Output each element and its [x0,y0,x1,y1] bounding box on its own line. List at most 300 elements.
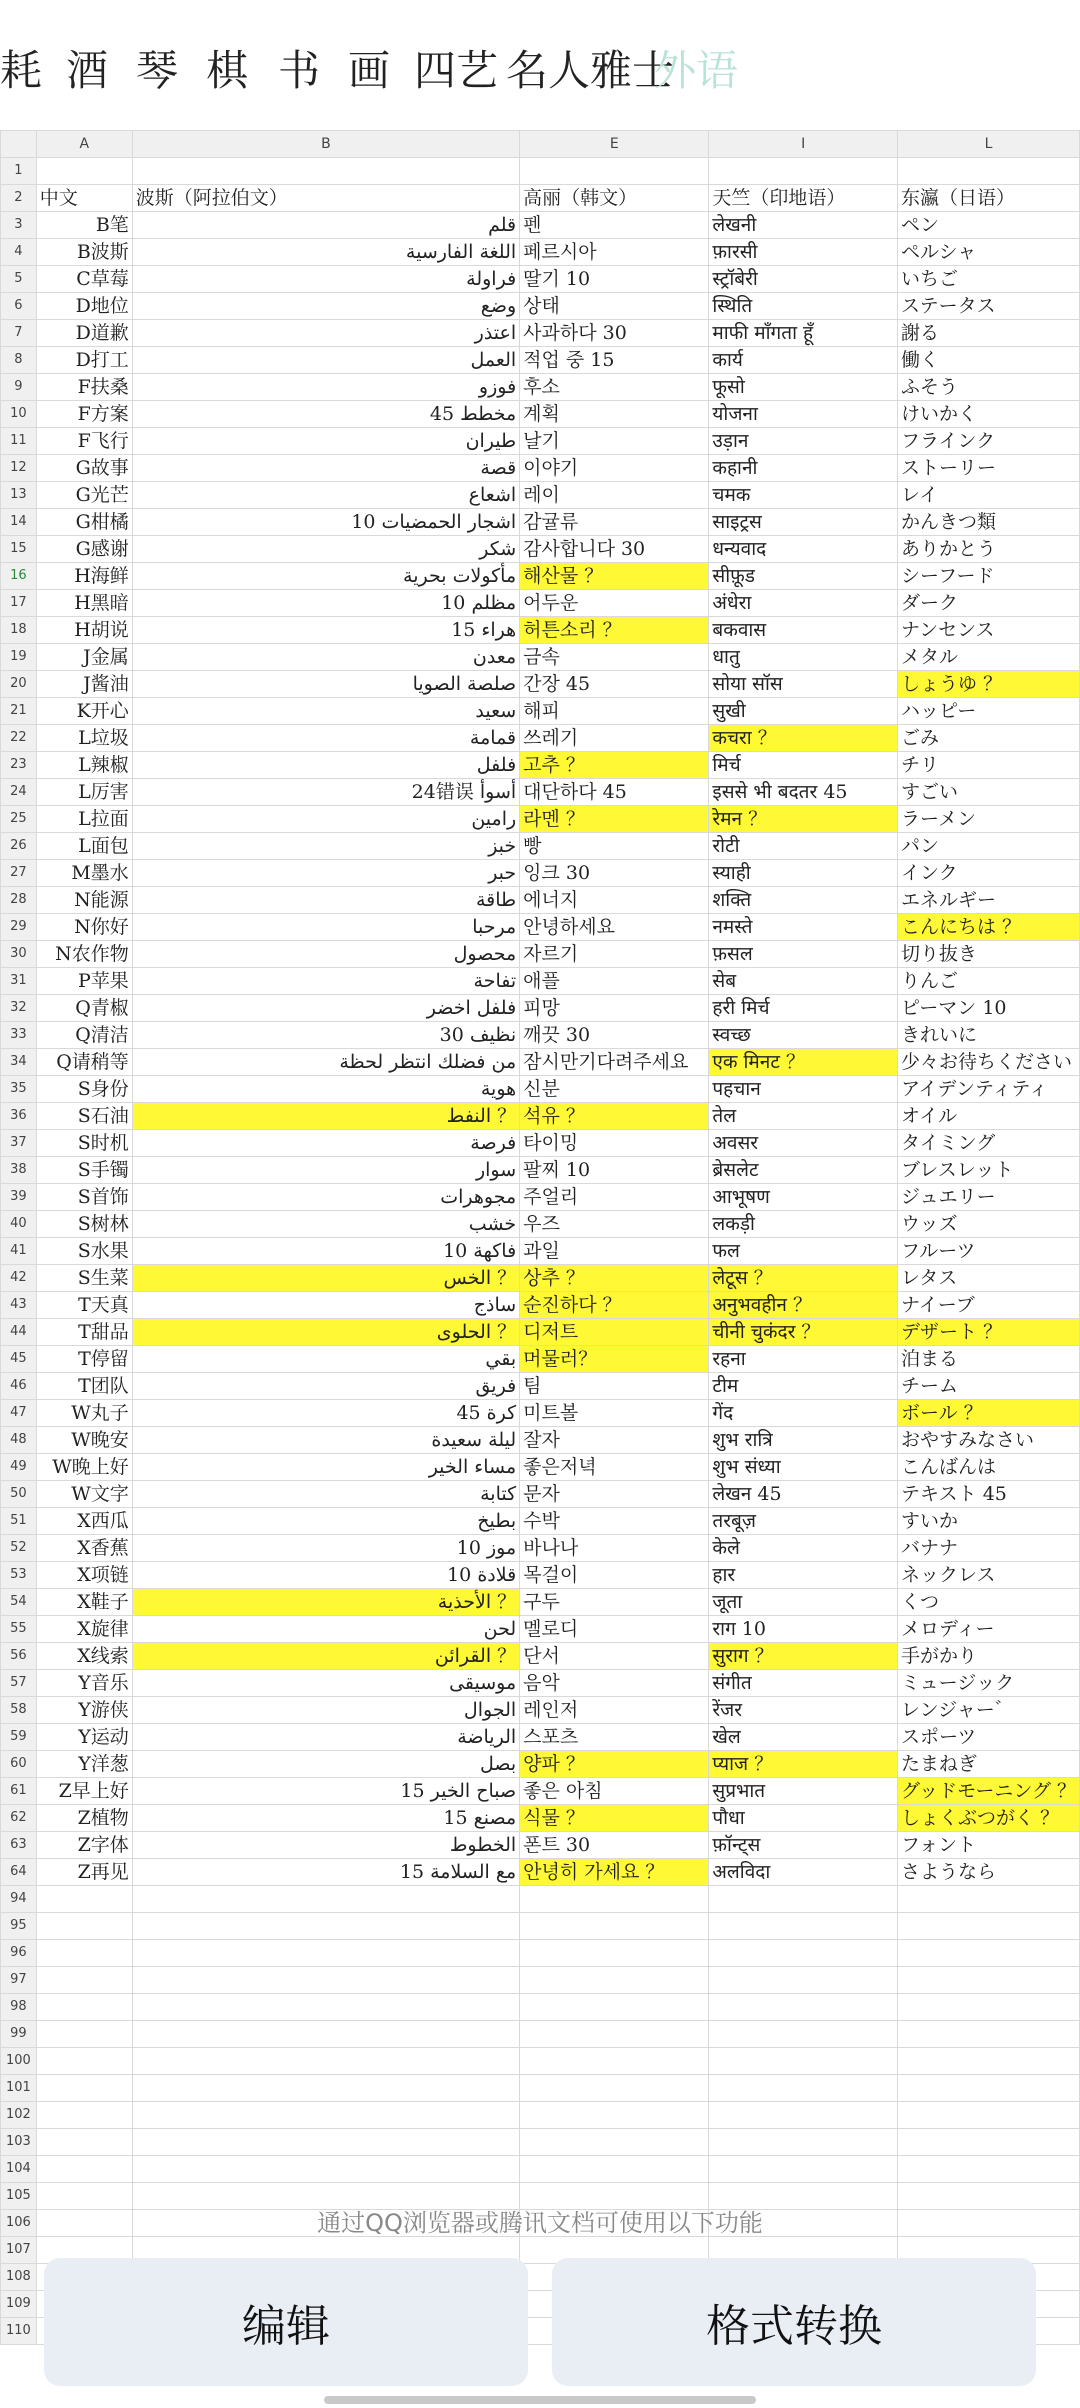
table-row[interactable] [1,1967,1080,1994]
cell-japanese[interactable]: かんきつ類 [898,509,1080,536]
cell-chinese[interactable]: M墨水 [36,860,132,887]
cell-japanese[interactable]: 謝る [898,320,1080,347]
table-row[interactable] [1,1697,1080,1724]
cell-empty[interactable] [520,2021,709,2048]
row-number[interactable]: 103 [1,2129,37,2156]
cell-chinese[interactable]: Y运动 [36,1724,132,1751]
cell-japanese[interactable]: くつ [898,1589,1080,1616]
table-row[interactable] [1,536,1080,563]
cell-korean[interactable]: 빵 [520,833,709,860]
table-row[interactable] [1,2156,1080,2183]
cell-empty[interactable] [36,1940,132,1967]
row-number[interactable]: 106 [1,2210,37,2237]
cell-korean[interactable]: 식물 ？ [520,1805,709,1832]
row-number[interactable]: 11 [1,428,37,455]
table-row[interactable] [1,563,1080,590]
cell-chinese[interactable]: L拉面 [36,806,132,833]
cell-japanese[interactable]: ウッズ [898,1211,1080,1238]
cell-persian[interactable]: الرياضة [132,1724,519,1751]
row-number[interactable]: 29 [1,914,37,941]
row-number[interactable]: 22 [1,725,37,752]
cell-fa[interactable] [132,158,519,185]
format-convert-button[interactable]: 格式转换 [552,2258,1036,2386]
cell-hindi[interactable]: शुभ संध्या [709,1454,898,1481]
cell-hindi[interactable]: कचरा ？ [709,725,898,752]
cell-hindi[interactable]: नमस्ते [709,914,898,941]
cell-korean[interactable]: 딸기 10 [520,266,709,293]
cell-chinese[interactable]: S手镯 [36,1157,132,1184]
cell-empty[interactable] [898,1913,1080,1940]
column-header-a[interactable]: A [36,131,132,158]
table-row[interactable] [1,725,1080,752]
table-row[interactable] [1,941,1080,968]
cell-japanese[interactable]: ペン [898,212,1080,239]
table-row[interactable] [1,779,1080,806]
cell-chinese[interactable]: L辣椒 [36,752,132,779]
cell-japanese[interactable]: フォント [898,1832,1080,1859]
cell-hindi[interactable]: स्वच्छ [709,1022,898,1049]
cell-chinese[interactable]: X项链 [36,1562,132,1589]
cell-korean[interactable]: 적업 중 15 [520,347,709,374]
cell-empty[interactable] [520,1913,709,1940]
table-row[interactable] [1,2129,1080,2156]
cell-persian[interactable]: ساذج [132,1292,519,1319]
cell-hindi[interactable]: योजना [709,401,898,428]
row-number[interactable]: 21 [1,698,37,725]
cell-japanese[interactable]: テキスト 45 [898,1481,1080,1508]
cell-chinese[interactable]: Z再见 [36,1859,132,1886]
cell-empty[interactable] [520,1886,709,1913]
cell-korean[interactable]: 날기 [520,428,709,455]
cell-hindi[interactable]: रहना [709,1346,898,1373]
cell-persian[interactable]: فلفل اخضر [132,995,519,1022]
cell-hindi[interactable]: लेखनी [709,212,898,239]
cell-persian[interactable]: رامين [132,806,519,833]
cell-japanese[interactable]: 手がかり [898,1643,1080,1670]
cell-japanese[interactable]: シーフード [898,563,1080,590]
cell-hindi[interactable]: शक्ति [709,887,898,914]
row-number[interactable]: 51 [1,1508,37,1535]
cell-japanese[interactable]: 切り抜き [898,941,1080,968]
cell-japanese[interactable]: さようなら [898,1859,1080,1886]
cell-korean[interactable]: 쓰레기 [520,725,709,752]
cell-chinese[interactable]: T天真 [36,1292,132,1319]
cell-hindi[interactable]: स्ट्रॉबेरी [709,266,898,293]
cell-empty[interactable] [898,2021,1080,2048]
cell-empty[interactable] [132,1940,519,1967]
cell-japanese[interactable]: メロディー [898,1616,1080,1643]
cell-hindi[interactable]: हार [709,1562,898,1589]
header-persian[interactable]: 波斯（阿拉伯文） [132,185,519,212]
row-number[interactable]: 43 [1,1292,37,1319]
cell-japanese[interactable]: フルーツ [898,1238,1080,1265]
cell-korean[interactable]: 에너지 [520,887,709,914]
cell-korean[interactable]: 이야기 [520,455,709,482]
table-row[interactable] [1,1643,1080,1670]
cell-korean[interactable]: 사과하다 30 [520,320,709,347]
cell-hindi[interactable]: हरी मिर्च [709,995,898,1022]
cell-hindi[interactable]: अनुभवहीन ？ [709,1292,898,1319]
tab-3[interactable]: 琴 [136,46,179,95]
cell-japanese[interactable]: こんばんは [898,1454,1080,1481]
cell-chinese[interactable]: S身份 [36,1076,132,1103]
cell-hindi[interactable]: पौधा [709,1805,898,1832]
cell-persian[interactable]: خشب [132,1211,519,1238]
cell-japanese[interactable]: バナナ [898,1535,1080,1562]
cell-empty[interactable] [520,2129,709,2156]
cell-hindi[interactable]: संगीत [709,1670,898,1697]
cell-hindi[interactable]: सीफ़ूड [709,563,898,590]
tab-6[interactable]: 画 [348,46,391,95]
cell-hindi[interactable]: मिर्च [709,752,898,779]
cell-persian[interactable]: بقي [132,1346,519,1373]
table-row[interactable] [1,860,1080,887]
table-row[interactable] [1,1265,1080,1292]
table-row[interactable] [1,1886,1080,1913]
table-row[interactable] [1,806,1080,833]
cell-japanese[interactable]: デザート ？ [898,1319,1080,1346]
header-korean[interactable]: 高丽（韩文） [520,185,709,212]
cell-empty[interactable] [520,2048,709,2075]
cell-korean[interactable]: 안녕히 가세요 ？ [520,1859,709,1886]
row-number[interactable]: 35 [1,1076,37,1103]
cell-empty[interactable] [36,2102,132,2129]
table-row[interactable] [1,698,1080,725]
cell-chinese[interactable]: T停留 [36,1346,132,1373]
cell-japanese[interactable]: きれいに [898,1022,1080,1049]
cell-chinese[interactable]: N能源 [36,887,132,914]
corner-cell[interactable] [1,131,37,158]
cell-chinese[interactable]: H海鲜 [36,563,132,590]
cell-persian[interactable]: الحلوى ？ [132,1319,519,1346]
cell-japanese[interactable]: エネルギー [898,887,1080,914]
cell-japanese[interactable]: チーム [898,1373,1080,1400]
cell-hindi[interactable]: अलविदा [709,1859,898,1886]
cell-korean[interactable]: 음악 [520,1670,709,1697]
cell-chinese[interactable]: X鞋子 [36,1589,132,1616]
row-number[interactable]: 62 [1,1805,37,1832]
cell-chinese[interactable]: Y游侠 [36,1697,132,1724]
cell-chinese[interactable]: S水果 [36,1238,132,1265]
cell-persian[interactable]: تفاحة [132,968,519,995]
cell-persian[interactable]: موسيقى [132,1670,519,1697]
cell-empty[interactable] [709,2048,898,2075]
cell-hindi[interactable]: जूता [709,1589,898,1616]
cell-korean[interactable]: 허튼소리 ？ [520,617,709,644]
cell-hindi[interactable]: सुराग ？ [709,1643,898,1670]
cell-chinese[interactable]: D地位 [36,293,132,320]
cell-korean[interactable]: 팔찌 10 [520,1157,709,1184]
cell-japanese[interactable]: スポーツ [898,1724,1080,1751]
cell-hindi[interactable]: रेमन ？ [709,806,898,833]
cell-persian[interactable]: بصل [132,1751,519,1778]
tab-5[interactable]: 书 [278,46,321,95]
table-row[interactable] [1,509,1080,536]
cell-korean[interactable]: 레인저 [520,1697,709,1724]
row-number[interactable]: 57 [1,1670,37,1697]
table-row[interactable] [1,1670,1080,1697]
cell-persian[interactable]: من فضلك انتظر لحظة [132,1049,519,1076]
table-row[interactable] [1,1805,1080,1832]
cell-hindi[interactable]: एक मिनट ？ [709,1049,898,1076]
cell-japanese[interactable]: ストーリー [898,455,1080,482]
cell-chinese[interactable]: X西瓜 [36,1508,132,1535]
cell-chinese[interactable]: G光芒 [36,482,132,509]
row-number[interactable]: 33 [1,1022,37,1049]
row-number[interactable]: 9 [1,374,37,401]
cell-korean[interactable]: 해피 [520,698,709,725]
cell-persian[interactable]: اعتذر [132,320,519,347]
cell-chinese[interactable]: L垃圾 [36,725,132,752]
table-row[interactable] [1,428,1080,455]
cell-chinese[interactable]: Q青椒 [36,995,132,1022]
cell-korean[interactable]: 펜 [520,212,709,239]
cell-empty[interactable] [132,1994,519,2021]
cell-hindi[interactable]: सुखी [709,698,898,725]
cell-japanese[interactable]: インク [898,860,1080,887]
row-number[interactable]: 37 [1,1130,37,1157]
cell-korean[interactable]: 문자 [520,1481,709,1508]
cell-empty[interactable] [132,2129,519,2156]
cell-korean[interactable]: 바나나 [520,1535,709,1562]
table-row[interactable] [1,212,1080,239]
cell-hindi[interactable]: अंधेरा [709,590,898,617]
table-row[interactable] [1,1589,1080,1616]
row-number[interactable]: 1 [1,158,37,185]
row-number[interactable]: 105 [1,2183,37,2210]
cell-empty[interactable] [520,2156,709,2183]
row-number[interactable]: 95 [1,1913,37,1940]
cell-chinese[interactable]: G柑橘 [36,509,132,536]
cell-empty[interactable] [132,2156,519,2183]
cell-japanese[interactable]: 泊まる [898,1346,1080,1373]
cell-ja[interactable] [898,158,1080,185]
table-row[interactable] [1,347,1080,374]
cell-hindi[interactable]: फल [709,1238,898,1265]
cell-empty[interactable] [709,2156,898,2183]
table-row[interactable] [1,1859,1080,1886]
cell-hindi[interactable]: सेब [709,968,898,995]
cell-hindi[interactable]: धातु [709,644,898,671]
cell-hindi[interactable]: चमक [709,482,898,509]
table-row[interactable] [1,1103,1080,1130]
cell-chinese[interactable]: W丸子 [36,1400,132,1427]
table-row[interactable] [1,1778,1080,1805]
table-row[interactable] [1,482,1080,509]
table-row[interactable] [1,320,1080,347]
cell-chinese[interactable]: Z字体 [36,1832,132,1859]
cell-korean[interactable]: 피망 [520,995,709,1022]
cell-persian[interactable]: اشجار الحمضيات 10 [132,509,519,536]
cell-persian[interactable]: فلفل [132,752,519,779]
cell-ko[interactable] [520,158,709,185]
cell-chinese[interactable]: W晚安 [36,1427,132,1454]
cell-persian[interactable]: طيران [132,428,519,455]
row-number[interactable]: 107 [1,2237,37,2264]
cell-empty[interactable] [709,1886,898,1913]
cell-chinese[interactable]: P苹果 [36,968,132,995]
cell-japanese[interactable]: 働く [898,347,1080,374]
cell-hindi[interactable]: लेखन 45 [709,1481,898,1508]
cell-persian[interactable]: اشعاع [132,482,519,509]
cell-persian[interactable]: هراء 15 [132,617,519,644]
cell-chinese[interactable]: T团队 [36,1373,132,1400]
row-number[interactable]: 99 [1,2021,37,2048]
cell-korean[interactable]: 순진하다 ？ [520,1292,709,1319]
row-number[interactable]: 15 [1,536,37,563]
cell-chinese[interactable]: T甜品 [36,1319,132,1346]
cell-japanese[interactable]: グッドモーニング ？ [898,1778,1080,1805]
row-number[interactable]: 109 [1,2291,37,2318]
cell-persian[interactable]: مجوهرات [132,1184,519,1211]
cell-hindi[interactable]: रेंजर [709,1697,898,1724]
cell-persian[interactable]: قلم [132,212,519,239]
table-row[interactable] [1,833,1080,860]
table-row[interactable] [1,590,1080,617]
table-row[interactable] [1,1751,1080,1778]
table-row[interactable] [1,1994,1080,2021]
cell-japanese[interactable]: しょくぶつがく ？ [898,1805,1080,1832]
cell-persian[interactable]: مأكولات بحرية [132,563,519,590]
cell-korean[interactable]: 감사합니다 30 [520,536,709,563]
table-row[interactable] [1,185,1080,212]
table-row[interactable] [1,401,1080,428]
row-number[interactable]: 41 [1,1238,37,1265]
row-number[interactable]: 7 [1,320,37,347]
cell-japanese[interactable]: チリ [898,752,1080,779]
cell-hindi[interactable]: कार्य [709,347,898,374]
cell-persian[interactable]: 24错误 أسوأ [132,779,519,806]
row-number[interactable]: 19 [1,644,37,671]
row-number[interactable]: 98 [1,1994,37,2021]
cell-chinese[interactable]: X线索 [36,1643,132,1670]
row-number[interactable]: 47 [1,1400,37,1427]
cell-chinese[interactable]: G故事 [36,455,132,482]
cell-korean[interactable]: 잠시만기다려주세요 [520,1049,709,1076]
cell-chinese[interactable]: S生菜 [36,1265,132,1292]
cell-empty[interactable] [132,2075,519,2102]
cell-hindi[interactable]: फ़सल [709,941,898,968]
cell-korean[interactable]: 간장 45 [520,671,709,698]
cell-hindi[interactable]: अवसर [709,1130,898,1157]
cell-japanese[interactable]: ボール ？ [898,1400,1080,1427]
cell-chinese[interactable]: F扶桑 [36,374,132,401]
table-row[interactable] [1,1238,1080,1265]
cell-korean[interactable]: 안녕하세요 [520,914,709,941]
cell-empty[interactable] [132,2048,519,2075]
cell-persian[interactable]: لحن [132,1616,519,1643]
table-row[interactable] [1,455,1080,482]
cell-korean[interactable]: 멜로디 [520,1616,709,1643]
cell-hindi[interactable]: पहचान [709,1076,898,1103]
cell-empty[interactable] [36,2156,132,2183]
cell-persian[interactable]: هوية [132,1076,519,1103]
tab-9[interactable]: 外语 [654,46,739,95]
cell-empty[interactable] [520,2075,709,2102]
cell-persian[interactable]: كتابة [132,1481,519,1508]
cell-persian[interactable]: مرحبا [132,914,519,941]
home-indicator[interactable] [324,2396,756,2404]
row-number[interactable]: 17 [1,590,37,617]
row-number[interactable]: 16 [1,563,37,590]
cell-persian[interactable]: شكر [132,536,519,563]
cell-chinese[interactable]: X旋律 [36,1616,132,1643]
cell-korean[interactable]: 주얼리 [520,1184,709,1211]
cell-korean[interactable]: 상추 ？ [520,1265,709,1292]
cell-hindi[interactable]: कहानी [709,455,898,482]
cell-empty[interactable] [898,2129,1080,2156]
table-row[interactable] [1,1211,1080,1238]
cell-hindi[interactable]: तेल [709,1103,898,1130]
cell-empty[interactable] [520,2102,709,2129]
cell-persian[interactable]: الخطوط [132,1832,519,1859]
cell-korean[interactable]: 폰트 30 [520,1832,709,1859]
cell-chinese[interactable]: S时机 [36,1130,132,1157]
cell-japanese[interactable]: こんにちは ？ [898,914,1080,941]
row-number[interactable]: 6 [1,293,37,320]
cell-japanese[interactable]: ナンセンス [898,617,1080,644]
row-number[interactable]: 27 [1,860,37,887]
cell-hindi[interactable]: फूसो [709,374,898,401]
table-row[interactable] [1,914,1080,941]
cell-korean[interactable]: 단서 [520,1643,709,1670]
cell-hindi[interactable]: टीम [709,1373,898,1400]
cell-persian[interactable]: فاكهة 10 [132,1238,519,1265]
cell-empty[interactable] [520,1940,709,1967]
cell-hindi[interactable]: रोटी [709,833,898,860]
cell-empty[interactable] [36,1994,132,2021]
cell-hindi[interactable]: गेंद [709,1400,898,1427]
cell-japanese[interactable]: ごみ [898,725,1080,752]
cell-persian[interactable]: مع السلامة 15 [132,1859,519,1886]
table-row[interactable] [1,1427,1080,1454]
table-row[interactable] [1,1562,1080,1589]
table-row[interactable] [1,617,1080,644]
cell-chinese[interactable]: Q请稍等 [36,1049,132,1076]
cell-persian[interactable]: قلادة 10 [132,1562,519,1589]
cell-korean[interactable]: 레이 [520,482,709,509]
cell-persian[interactable]: وضع [132,293,519,320]
cell-persian[interactable]: بطيخ [132,1508,519,1535]
cell-hindi[interactable]: धन्यवाद [709,536,898,563]
table-row[interactable] [1,1130,1080,1157]
cell-chinese[interactable]: J酱油 [36,671,132,698]
table-row[interactable] [1,2048,1080,2075]
row-number[interactable]: 42 [1,1265,37,1292]
row-number[interactable]: 101 [1,2075,37,2102]
cell-korean[interactable]: 어두운 [520,590,709,617]
row-number[interactable]: 26 [1,833,37,860]
cell-empty[interactable] [132,1886,519,1913]
cell-hindi[interactable]: सुप्रभात [709,1778,898,1805]
table-row[interactable] [1,1049,1080,1076]
table-row[interactable] [1,1616,1080,1643]
tab-7[interactable]: 四艺 [414,46,499,95]
row-number[interactable]: 110 [1,2318,37,2345]
cell-empty[interactable] [709,2075,898,2102]
cell-japanese[interactable]: 少々お待ちください [898,1049,1080,1076]
cell-korean[interactable]: 수박 [520,1508,709,1535]
cell-persian[interactable]: مظلم 10 [132,590,519,617]
cell-empty[interactable] [36,1967,132,1994]
row-number[interactable]: 24 [1,779,37,806]
cell-hindi[interactable]: प्याज ？ [709,1751,898,1778]
row-number[interactable]: 58 [1,1697,37,1724]
cell-persian[interactable]: حبر [132,860,519,887]
cell-hindi[interactable]: स्थिति [709,293,898,320]
cell-japanese[interactable]: ナイーブ [898,1292,1080,1319]
cell-chinese[interactable]: C草莓 [36,266,132,293]
